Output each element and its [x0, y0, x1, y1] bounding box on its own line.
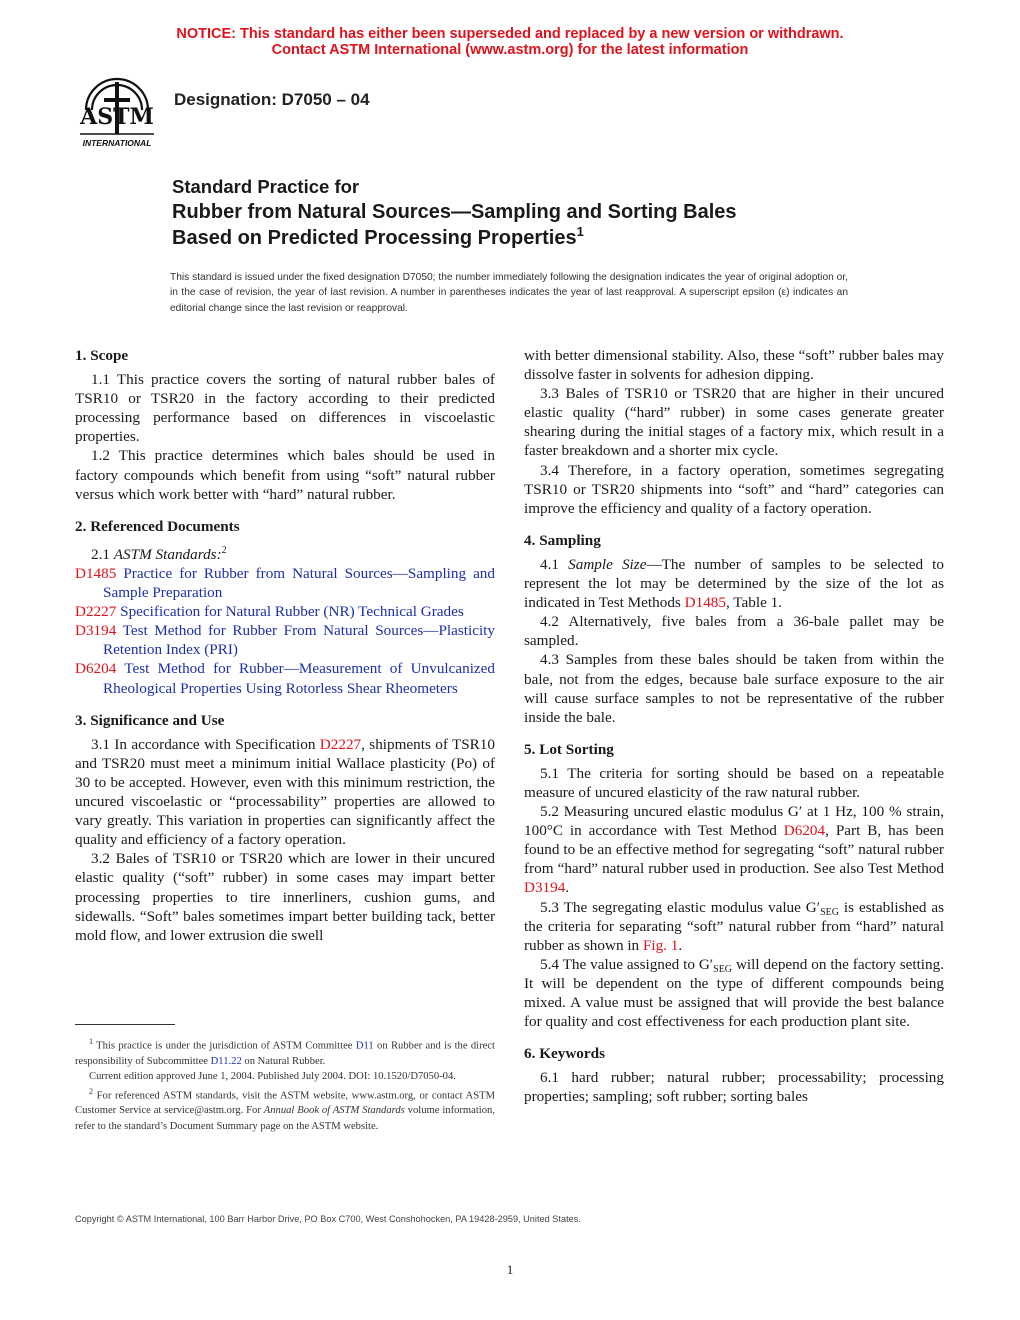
notice-line-1: NOTICE: This standard has either been superseded and replaced by a new version or withdrawn. [176, 26, 844, 42]
footnote-1-edition: Current edition approved June 1, 2004. Published July 2004. DOI: 10.1520/D7050-04. [89, 1070, 456, 1082]
footnote-1-mark: 1 [89, 1037, 93, 1046]
section-heading-lot-sorting: 5. Lot Sorting [524, 740, 614, 758]
footnote-1 [75, 1034, 495, 1069]
paragraph-5-2-text-a: 5.2 Measuring uncured elastic modulus G′ at 1 Hz, 100 % strain, 100°C in accordance with Test Method [524, 803, 944, 840]
paragraph-5-2 [524, 802, 944, 897]
ref-title-link[interactable]: Specification for Natural Rubber (NR) Technical Grades [116, 603, 464, 621]
footnote-mark-2[interactable]: 2 [221, 544, 227, 556]
reference-d3194 [75, 621, 495, 659]
footnote-2-text-b: volume information, refer to the standard’s Document Summary page on the ASTM website. [75, 1105, 495, 1132]
footnote-2-mark: 2 [89, 1086, 93, 1096]
paragraph-4-1 [524, 555, 944, 612]
right-column [524, 346, 944, 1106]
supersession-notice [0, 26, 1020, 58]
section-heading-sampling: 4. Sampling [524, 531, 601, 549]
ref-title-link[interactable]: Test Method for Rubber From Natural Sources—Plasticity Retention Index (PRI) [103, 622, 495, 659]
d11-link[interactable]: D11 [355, 1040, 374, 1052]
page-number: 1 [506, 1262, 514, 1277]
d3194-link[interactable]: D3194 [524, 879, 566, 897]
section-heading-keywords: 6. Keywords [524, 1045, 605, 1063]
title-line-0: Standard Practice for [172, 176, 360, 197]
ref-code-link[interactable]: D6204 [75, 660, 117, 678]
astm-standards-label: ASTM Standards: [113, 545, 222, 563]
paragraph-5-4-text-b: will depend on the factory setting. It will be dependent on the type of different compounds being mixed. A value must be assigned that will provide the best balance for quality and cost effectiveness for each production plant site. [524, 955, 944, 1031]
paragraph-4-1-text-a: —The number of samples to be selected to represent the lot may be determined by the size of the lot as indicated in Test Methods [524, 555, 944, 612]
paragraph-3-2: 3.2 Bales of TSR10 or TSR20 which are lower in their uncured elastic quality (“soft” rubber) in some cases may impart better processing properties to tire innerliners, cushion gums, and sidewalls. “Soft” bales sometimes impart better building tack, better mold flow, and lower extrusion die swell [75, 850, 495, 944]
footnote-1-text-c: on Natural Rubber. [241, 1055, 326, 1067]
d1485-link[interactable]: D1485 [684, 594, 726, 612]
footnote-2 [75, 1084, 495, 1134]
left-column [75, 346, 495, 945]
paragraph-5-3 [524, 898, 944, 955]
d2227-link[interactable]: D2227 [319, 735, 362, 753]
paragraph-3-3: 3.3 Bales of TSR10 or TSR20 that are higher in their uncured elastic quality (“hard” rubber) in some cases generate greater shearing during the initial stages of a factory mix, which result in a faster breakdown and a shorter mix cycle. [524, 385, 944, 460]
paragraph-2-1 [75, 541, 495, 564]
paragraph-5-4-text-a: 5.4 The value assigned to G′ [540, 955, 714, 973]
issuance-note: This standard is issued under the fixed designation D7050; the number immediately following the designation indicates the year of original adoption or, in the case of revision, the year of last revision. A number in parentheses indicates the year of last reapproval. A superscript epsilon (ε) indicates an editorial change since the last revision or reapproval. [170, 272, 848, 314]
paragraph-3-1 [75, 735, 495, 850]
copyright-line: Copyright © ASTM International, 100 Barr Harbor Drive, PO Box C700, West Conshohocken, PA 19428-2959, United States. [75, 1214, 581, 1224]
paragraph-5-2-text-c: . [565, 879, 570, 897]
ref-code-link[interactable]: D2227 [75, 603, 117, 621]
footnote-1-text-a: This practice is under the jurisdiction of ASTM Committee [93, 1040, 356, 1052]
astm-logo [74, 76, 160, 152]
reference-d6204 [75, 659, 495, 697]
reference-d2227 [75, 602, 495, 621]
paragraph-3-4: 3.4 Therefore, in a factory operation, sometimes segregating TSR10 or TSR20 shipments into “soft” and “hard” categories can improve the efficiency and quality of a factory operation. [524, 461, 944, 517]
paragraph-3-1-text-b: , shipments of TSR10 and TSR20 must meet a minimum initial Wallace plasticity (Po) of 30 to be accepted. However, even with this minimum restriction, the uncured viscoelastic or “processability” properties are allowed to vary greatly. This variation in properties can significantly affect the quality and efficiency of a factory operation. [75, 735, 495, 849]
paragraph-1-1: 1.1 This practice covers the sorting of natural rubber bales of TSR10 or TSR20 in the factory according to their predicted processing performance based on differences in viscoelastic properties. [75, 371, 495, 446]
paragraph-5-3-text-a: 5.3 The segregating elastic modulus value G′ [540, 898, 821, 916]
footnote-2-text-a: For referenced ASTM standards, visit the ASTM website, www.astm.org, or contact ASTM Customer Service at service@astm.org. For [75, 1090, 495, 1117]
title-line-2-text: Based on Predicted Processing Properties [172, 227, 577, 249]
section-heading-scope: 1. Scope [75, 347, 129, 364]
logo-letters: ASTM [80, 104, 154, 130]
ref-title-link[interactable]: Test Method for Rubber—Measurement of Unvulcanized Rheological Properties Using Rotorless Shear Rheometers [103, 660, 495, 697]
paragraph-4-1-number: 4.1 [540, 555, 569, 573]
paragraph-4-1-text-b: , Table 1. [725, 594, 783, 612]
paragraph-5-4 [524, 955, 944, 1031]
annual-book-title: Annual Book of ASTM Standards [263, 1105, 405, 1117]
seg-subscript: SEG [713, 963, 733, 975]
sample-size-label: Sample Size [568, 555, 647, 573]
section-heading-significance: 3. Significance and Use [75, 711, 225, 729]
paragraph-6-1: 6.1 hard rubber; natural rubber; processability; processing properties; sampling; soft rubber; sorting bales [524, 1069, 944, 1106]
reference-d1485 [75, 564, 495, 602]
document-title [172, 174, 932, 251]
footnotes [75, 1034, 495, 1134]
ref-code-link[interactable]: D1485 [75, 565, 117, 582]
footnote-divider [75, 1024, 175, 1025]
fig-1-link[interactable]: Fig. 1 [642, 936, 679, 954]
logo-subtext: INTERNATIONAL [82, 138, 152, 148]
paragraph-4-2: 4.2 Alternatively, five bales from a 36-bale pallet may be sampled. [524, 613, 944, 650]
notice-line-2: Contact ASTM International (www.astm.org) for the latest information [271, 42, 749, 58]
paragraph-5-3-text-c: . [678, 936, 683, 954]
paragraph-3-2-continued: with better dimensional stability. Also, these “soft” rubber bales may dissolve faster in solvents for adhesion dipping. [524, 347, 944, 384]
paragraph-5-3-text-b: is established as the criteria for separating “soft” natural rubber from “hard” natural rubber as shown in [524, 898, 944, 954]
paragraph-3-1-text-a: 3.1 In accordance with Specification [91, 735, 320, 753]
paragraph-2-1-number: 2.1 [91, 545, 114, 563]
section-heading-referenced-documents: 2. Referenced Documents [75, 517, 240, 535]
paragraph-1-2: 1.2 This practice determines which bales should be used in factory compounds which benefit from using “soft” natural rubber versus which work better with “hard” natural rubber. [75, 447, 495, 503]
title-line-2 [172, 225, 932, 251]
title-line-1: Rubber from Natural Sources—Sampling and Sorting Bales [172, 201, 737, 223]
footnote-1-text-b: on Rubber and is the direct responsibility of Subcommittee [75, 1040, 496, 1067]
paragraph-5-1: 5.1 The criteria for sorting should be based on a repeatable measure of uncured elasticity of the raw natural rubber. [524, 764, 944, 801]
d6204-link[interactable]: D6204 [783, 822, 826, 840]
paragraph-4-3: 4.3 Samples from these bales should be taken from within the bale, not from the edges, because bale surface exposure to the air will cause surface samples to not be representative of the rubber inside the bale. [524, 651, 944, 726]
title-footnote-mark[interactable]: 1 [576, 224, 584, 239]
paragraph-5-2-text-b: , Part B, has been found to be an effective method for segregating “soft” natural rubber from “hard” natural rubber used in production. See also Test Method [524, 822, 944, 878]
ref-title-link[interactable]: Practice for Rubber from Natural Sources—Sampling and Sample Preparation [103, 565, 495, 602]
ref-code-link[interactable]: D3194 [75, 622, 117, 640]
seg-subscript: SEG [820, 906, 839, 918]
designation: Designation: D7050 – 04 [174, 90, 370, 109]
d11-22-link[interactable]: D11.22 [210, 1055, 242, 1067]
